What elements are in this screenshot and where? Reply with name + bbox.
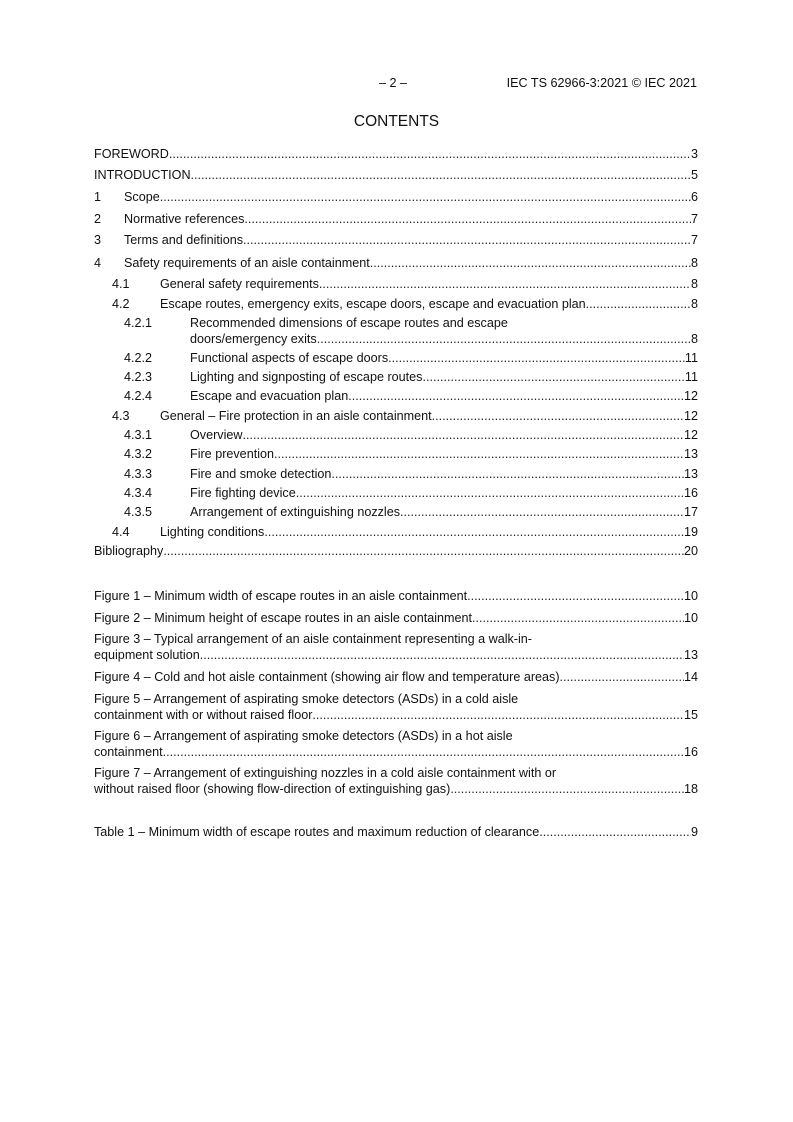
toc-entry-number: 4.1 [112,277,130,291]
toc-entry[interactable] [94,467,698,482]
figure-entry-page: 16 [683,745,698,759]
figure-entry-page: 14 [683,670,698,684]
dot-leader [296,486,684,501]
toc-entry-number: 4.2 [112,297,130,311]
toc-entry-page: 11 [684,370,698,384]
toc-entry-title: Lighting conditions [160,525,265,539]
toc-entry-number: 4.3.2 [124,447,153,461]
figure-entry-title-continued: containment with or without raised floor [94,708,313,722]
figure-entry[interactable] [94,611,698,626]
dot-leader [160,190,691,205]
dot-leader [388,351,685,366]
dot-leader [191,168,691,183]
toc-entry-number: 3 [94,233,102,247]
toc-entry-title: Normative references [124,212,245,226]
toc-entry-title: Terms and definitions [124,233,244,247]
toc-entry-page: 7 [690,212,698,226]
dot-leader [169,147,691,162]
figure-entry-title: Figure 3 – Typical arrangement of an aisle containment representing a walk-in- [94,632,532,646]
dot-leader [317,332,691,347]
toc-entry-number: 4.3.3 [124,467,153,481]
toc-entry-page: 6 [690,190,698,204]
figure-entry-title-continued: containment [94,745,163,759]
toc-entry-page: 3 [690,147,698,161]
toc-entry-number: 4.3.1 [124,428,153,442]
toc-entry[interactable] [94,351,698,366]
toc-entry-title: Fire fighting device [190,486,296,500]
toc-entry-number: 4.2.2 [124,351,153,365]
toc-entry-title: Arrangement of extinguishing nozzles [190,505,401,519]
dot-leader [539,825,691,840]
toc-entry-title: Functional aspects of escape doors [190,351,389,365]
toc-entry[interactable] [94,505,698,520]
toc-entry-page: 12 [683,428,698,442]
toc-entry[interactable] [94,389,698,404]
figure-entry-title: Figure 6 – Arrangement of aspirating smoke detectors (ASDs) in a hot aisle [94,729,513,743]
toc-entry[interactable] [94,297,698,312]
toc-entry-title-continued: doors/emergency exits [190,332,317,346]
table-list [94,825,698,841]
dot-leader [200,648,684,663]
figure-entry-page: 13 [683,648,698,662]
toc-entry-title: Safety requirements of an aisle containment [124,256,370,270]
toc-entry-page: 5 [690,168,698,182]
dot-leader [422,370,684,385]
toc-entry-page: 19 [683,525,698,539]
document-reference: IEC TS 62966-3:2021 © IEC 2021 [506,76,697,90]
toc-entry-page: 11 [684,351,698,365]
dot-leader [472,611,684,626]
toc-entry-page: 8 [690,277,698,291]
toc-entry-title: General – Fire protection in an aisle containment [160,409,432,423]
figure-entry-title: Figure 7 – Arrangement of extinguishing nozzles in a cold aisle containment with or [94,766,557,780]
toc-entry-number: 4.3.4 [124,486,153,500]
toc-entry[interactable] [94,525,698,540]
table-entry-page: 9 [690,825,698,839]
figure-entry[interactable] [94,589,698,604]
figure-entry-page: 15 [683,708,698,722]
toc-entry-number: 2 [94,212,102,226]
figure-list [94,589,698,799]
toc-entry-number: 4.2.4 [124,389,153,403]
dot-leader [244,212,691,227]
toc-entry-title: Escape and evacuation plan [190,389,349,403]
toc-entry[interactable] [94,409,698,424]
toc-entry-title: Lighting and signposting of escape routes [190,370,423,384]
toc-entry[interactable] [94,316,698,348]
toc-entry[interactable] [94,212,698,227]
toc-entry-number: 1 [94,190,102,204]
figure-entry-title: Figure 4 – Cold and hot aisle containment (showing air flow and temperature areas) [94,670,560,684]
dot-leader [243,233,691,248]
toc-entry[interactable] [94,256,698,271]
dot-leader [560,670,684,685]
toc-entry-number: 4.3.5 [124,505,153,519]
toc-entry-title: Overview [190,428,243,442]
toc-entry-number: 4 [94,256,102,270]
toc-entry-page: 8 [690,256,698,270]
toc-entry-title: FOREWORD [94,147,169,161]
toc-entry[interactable] [94,544,698,559]
dot-leader [586,297,691,312]
toc-entry-page: 13 [683,467,698,481]
dot-leader [432,409,684,424]
toc-list [94,147,698,567]
dot-leader [450,782,684,797]
dot-leader [163,745,684,760]
toc-entry[interactable] [94,168,698,183]
toc-entry-number: 4.3 [112,409,130,423]
figure-entry[interactable] [94,766,698,798]
dot-leader [319,277,691,292]
toc-entry[interactable] [94,447,698,462]
dot-leader [312,708,684,723]
toc-entry-number: 4.2.1 [124,316,153,330]
dot-leader [274,447,684,462]
toc-entry-page: 13 [683,447,698,461]
toc-entry-title: Fire prevention [190,447,274,461]
toc-entry-title: INTRODUCTION [94,168,191,182]
figure-entry[interactable] [94,729,698,761]
toc-entry-title: Bibliography [94,544,164,558]
dot-leader [242,428,684,443]
toc-entry-number: 4.2.3 [124,370,153,384]
figure-entry-page: 10 [683,611,698,625]
table-entry-title: Table 1 – Minimum width of escape routes and maximum reduction of clearance [94,825,540,839]
toc-entry-page: 20 [683,544,698,558]
toc-entry[interactable] [94,428,698,443]
toc-entry[interactable] [94,190,698,205]
toc-entry-title: Scope [124,190,160,204]
toc-entry-title: General safety requirements [160,277,319,291]
toc-entry-number: 4.4 [112,525,130,539]
toc-entry-page: 16 [683,486,698,500]
dot-leader [467,589,684,604]
dot-leader [348,389,684,404]
toc-entry-page: 12 [683,409,698,423]
table-entry[interactable] [94,825,698,840]
figure-entry[interactable] [94,670,698,685]
page-number: – 2 – [379,76,408,90]
figure-entry-title: Figure 2 – Minimum height of escape routes in an aisle containment [94,611,473,625]
toc-entry[interactable] [94,233,698,248]
page-header [0,76,793,92]
figure-entry[interactable] [94,692,698,724]
dot-leader [264,525,684,540]
figure-entry-title: Figure 5 – Arrangement of aspirating smoke detectors (ASDs) in a cold aisle [94,692,519,706]
figure-entry[interactable] [94,632,698,664]
page-title: CONTENTS [353,113,440,130]
toc-entry-page: 8 [690,297,698,311]
figure-entry-title: Figure 1 – Minimum width of escape routes in an aisle containment [94,589,468,603]
figure-entry-page: 18 [683,782,698,796]
toc-entry-title: Escape routes, emergency exits, escape doors, escape and evacuation plan [160,297,586,311]
toc-entry-page: 8 [690,332,698,346]
dot-leader [400,505,684,520]
toc-entry-title: Fire and smoke detection [190,467,332,481]
toc-entry[interactable] [94,277,698,292]
figure-entry-title-continued: without raised floor (showing flow-direction of extinguishing gas) [94,782,451,796]
toc-entry[interactable] [94,147,698,162]
figure-entry-page: 10 [683,589,698,603]
figure-entry-title-continued: equipment solution [94,648,200,662]
toc-entry[interactable] [94,370,698,385]
toc-entry-page: 7 [690,233,698,247]
toc-entry[interactable] [94,486,698,501]
dot-leader [370,256,691,271]
toc-entry-page: 12 [683,389,698,403]
toc-entry-page: 17 [683,505,698,519]
toc-entry-title: Recommended dimensions of escape routes and escape [190,316,508,330]
dot-leader [331,467,684,482]
dot-leader [163,544,684,559]
